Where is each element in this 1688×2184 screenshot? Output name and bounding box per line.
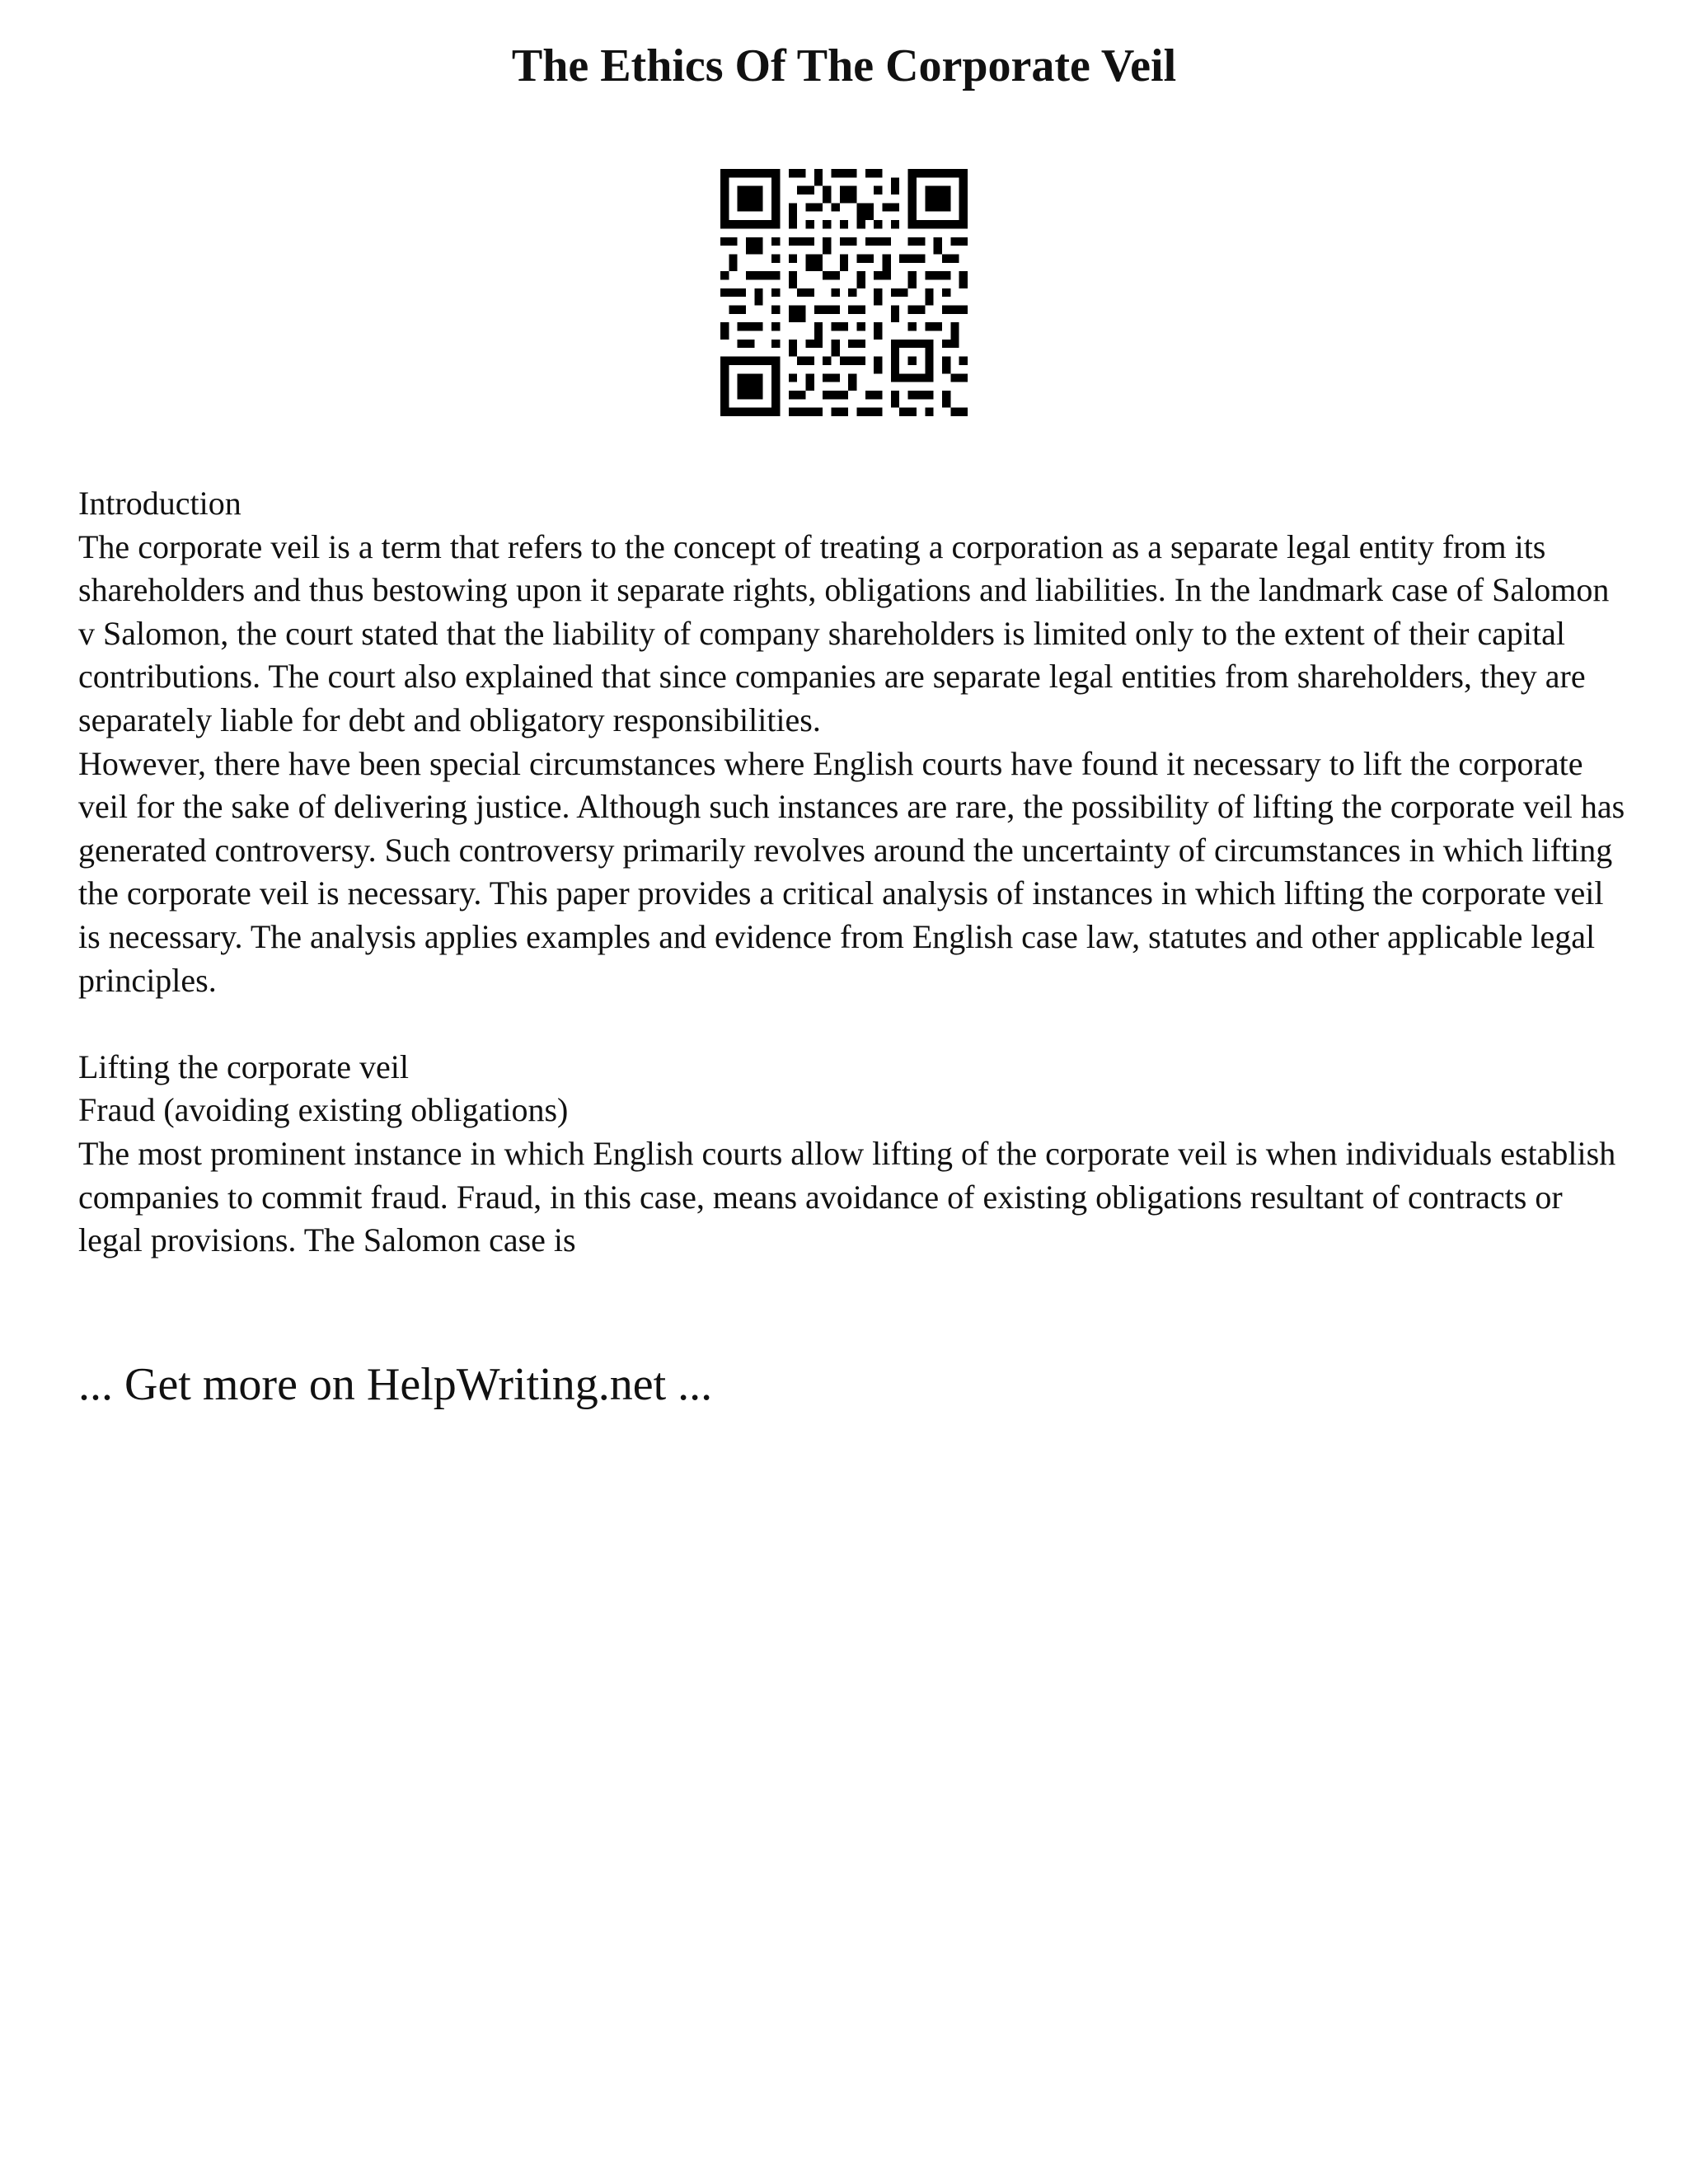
- section-heading-introduction: Introduction: [78, 485, 241, 522]
- document-title: The Ethics Of The Corporate Veil: [511, 40, 1177, 91]
- paragraph-spacer: [78, 1002, 1628, 1046]
- document-body: [78, 482, 1628, 1263]
- paragraph: The most prominent instance in which English courts allow lifting of the corporate veil is when individuals establish companies to commit fraud. Fraud, in this case, means avoidance of existing obligations resultant of contracts or legal provisions. The Salomon case is: [78, 1134, 1616, 1259]
- qr-code-icon: [720, 169, 968, 416]
- section-heading-lifting: Lifting the corporate veil: [78, 1047, 409, 1085]
- get-more-link[interactable]: ... Get more on HelpWriting.net ...: [78, 1359, 713, 1410]
- subsection-heading-fraud: Fraud (avoiding existing obligations): [78, 1091, 569, 1129]
- paragraph: However, there have been special circumstances where English courts have found it necessary to lift the corporate veil for the sake of delivering justice. Although such instances are rare, the possibility of lifting the corporate veil has generated controversy. Such controversy primarily revolves around the uncertainty of circumstances in which lifting the corporate veil is necessary. This paper provides a critical analysis of instances in which lifting the corporate veil is necessary. The analysis applies examples and evidence from English case law, statutes and other applicable legal principles.: [78, 744, 1625, 999]
- paragraph: The corporate veil is a term that refers to the concept of treating a corporation as a separate legal entity from its shareholders and thus bestowing upon it separate rights, obligations and liabilities. In the landmark case of Salomon v Salomon, the court stated that the liability of company shareholders is limited only to the extent of their capital contributions. The court also explained that since companies are separate legal entities from shareholders, they are separately liable for debt and obligatory responsibilities.: [78, 527, 1610, 738]
